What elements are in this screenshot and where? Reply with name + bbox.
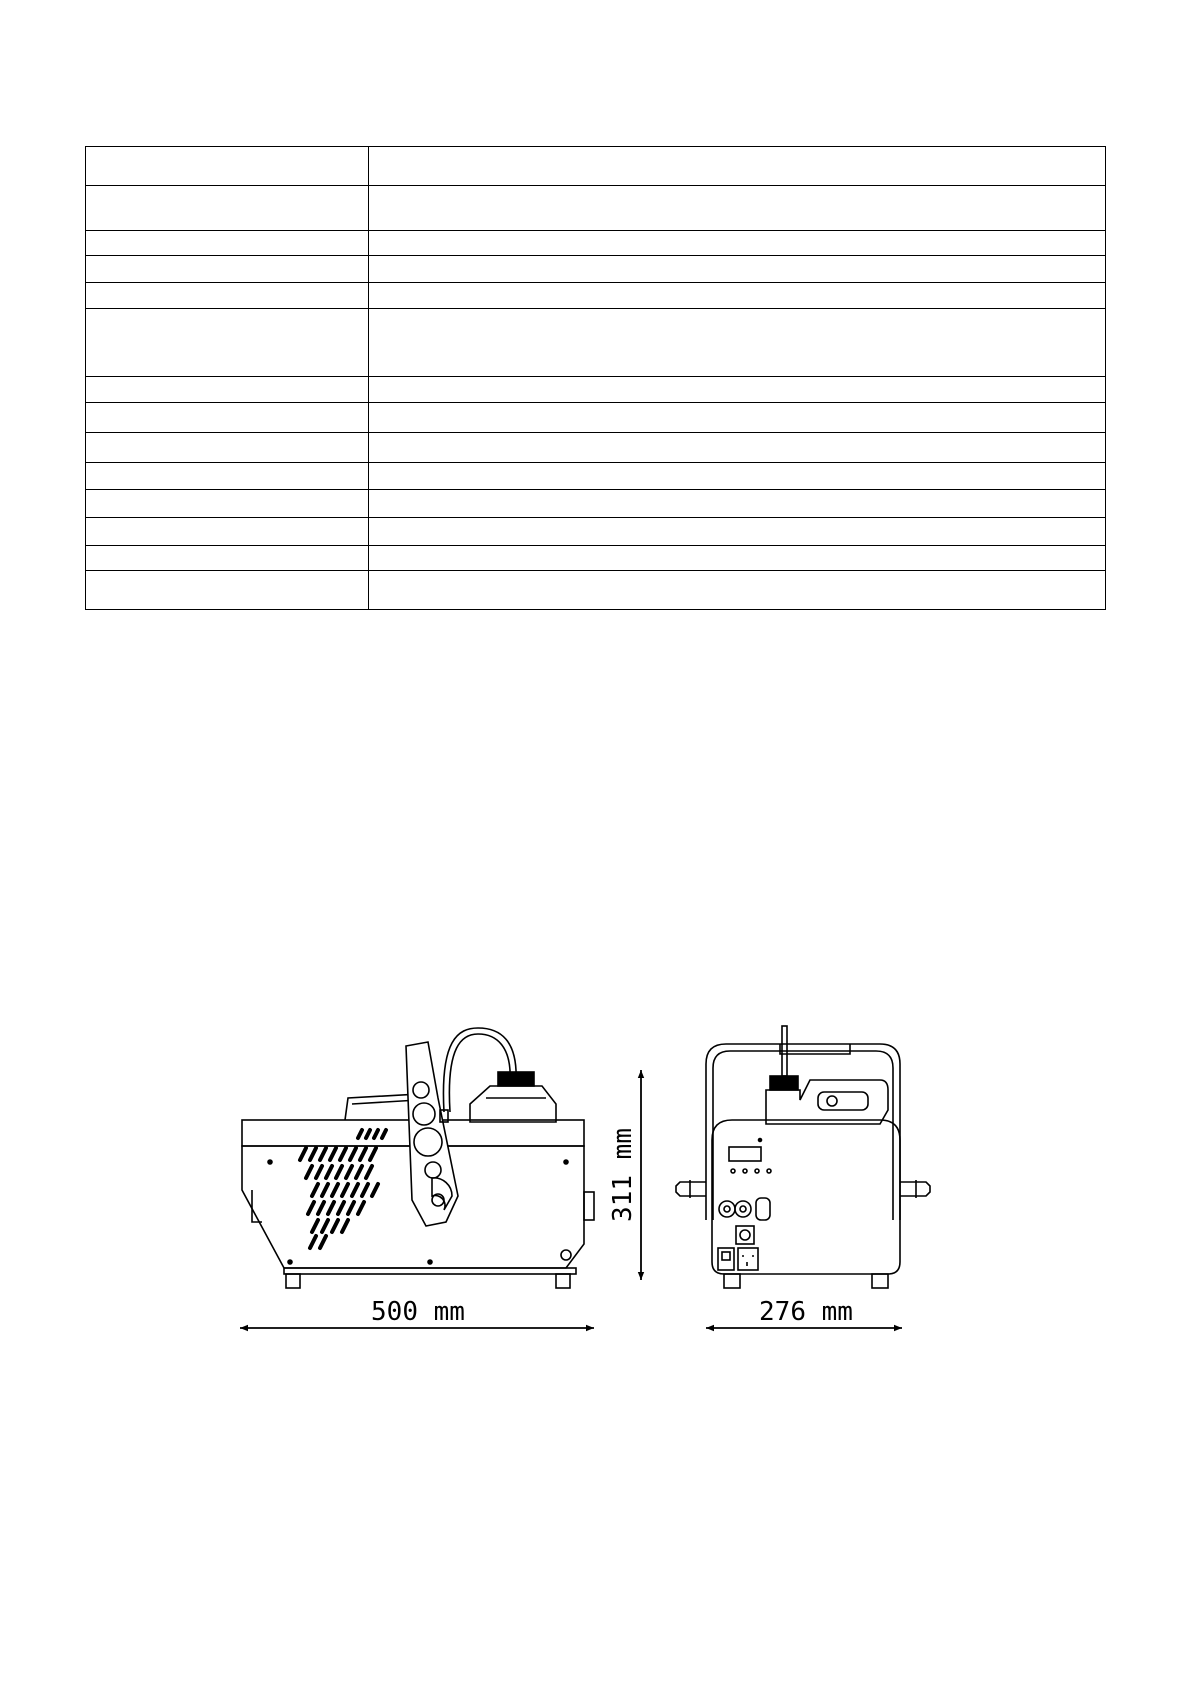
side-view-drawing bbox=[242, 1028, 594, 1288]
dimension-lines bbox=[240, 1070, 902, 1328]
front-width-label: 276 mm bbox=[759, 1297, 853, 1327]
side-width-label: 500 mm bbox=[371, 1297, 465, 1327]
front-view-drawing bbox=[676, 1026, 930, 1288]
height-label: 311 mm bbox=[608, 1128, 638, 1222]
